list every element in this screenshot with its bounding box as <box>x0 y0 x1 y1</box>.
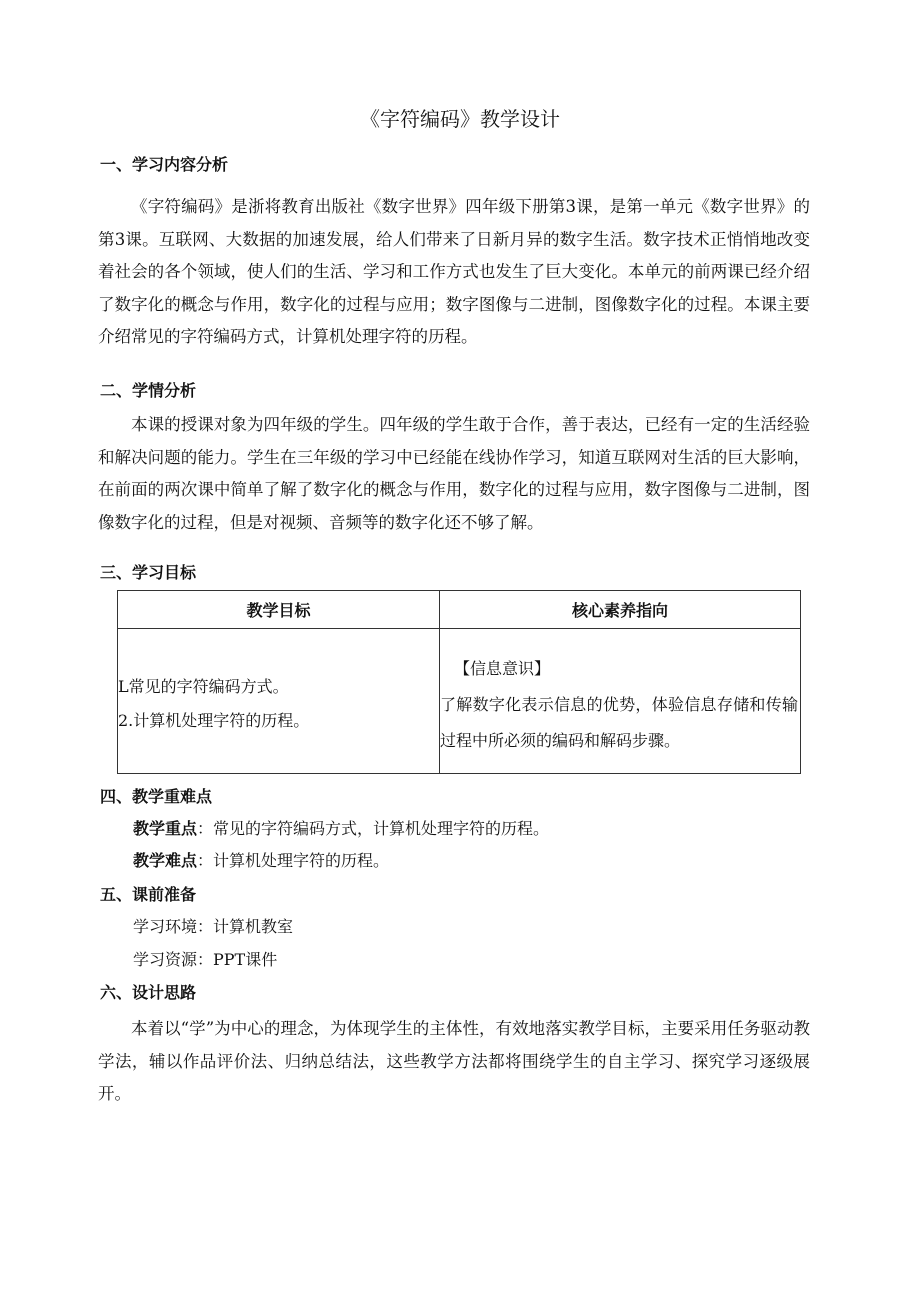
core-literacy-cell <box>440 629 801 774</box>
goal-item-1: L常见的字符编码方式。 <box>118 677 289 696</box>
section-heading-preparation: 五、课前准备 <box>100 885 197 904</box>
content-analysis-paragraph: 《字符编码》是浙将教育出版社《数字世界》四年级下册第3课，是第一单元《数字世界》的第3课。互联网、大数据的加速发展，给人们带来了日新月异的数字生活。数字技术正悄悄地改变着社会的各个领域，使人们的生活、学习和工作方式也发生了巨大变化。本单元的前两课已经介绍了数字化的概念与作用，数字化的过程与应用；数字图像与二进制，图像数字化的过程。本课主要介绍常见的字符编码方式，计算机处理字符的历程。 <box>98 197 810 346</box>
literacy-description: 了解数字化表示信息的优势，体验信息存储和传输过程中所必须的编码和解码步骤。 <box>440 695 798 750</box>
section-heading-learner-analysis: 二、学情分析 <box>100 381 197 400</box>
table-row <box>118 629 801 774</box>
literacy-tag: 【信息意识】 <box>454 659 551 678</box>
table-header-row <box>118 591 801 629</box>
document-title: 《字符编码》教学设计 <box>360 107 560 131</box>
key-point-line <box>133 817 549 841</box>
design-idea-paragraph: 本着以“学”为中心的理念，为体现学生的主体性，有效地落实教学目标，主要采用任务驱动教学法，辅以作品评价法、归纳总结法，这些教学方法都将围绕学生的自主学习、探究学习逐级展开。 <box>98 1019 810 1103</box>
learning-resources: 学习资源：PPT课件 <box>133 950 278 969</box>
key-point-label: 教学重点 <box>133 819 198 838</box>
learning-goals-table <box>117 590 801 774</box>
learning-environment: 学习环境：计算机教室 <box>133 917 294 936</box>
col-header-teaching-goals: 教学目标 <box>118 591 440 629</box>
difficulty-text: ：计算机处理字符的历程。 <box>197 851 390 870</box>
difficulty-label: 教学难点 <box>133 851 198 870</box>
learner-analysis-paragraph: 本课的授课对象为四年级的学生。四年级的学生敢于合作，善于表达，已经有一定的生活经验和解决问题的能力。学生在三年级的学习中已经能在线协作学习，知道互联网对生活的巨大影响，在前面的两次课中简单了解了数字化的概念与作用，数字化的过程与应用，数字图像与二进制，图像数字化的过程，但是对视频、音频等的数字化还不够了解。 <box>98 415 810 532</box>
difficulty-line <box>133 849 389 873</box>
section-heading-learning-goals: 三、学习目标 <box>100 563 197 582</box>
section-heading-content-analysis: 一、学习内容分析 <box>100 155 229 174</box>
col-header-core-literacy: 核心素养指向 <box>440 591 801 629</box>
section-heading-design-idea: 六、设计思路 <box>100 983 197 1002</box>
section-heading-key-points: 四、教学重难点 <box>100 787 213 806</box>
key-point-text: ：常见的字符编码方式，计算机处理字符的历程。 <box>197 819 550 838</box>
goal-item-2: 2.计算机处理字符的历程。 <box>118 711 310 730</box>
teaching-goals-cell <box>118 629 440 774</box>
